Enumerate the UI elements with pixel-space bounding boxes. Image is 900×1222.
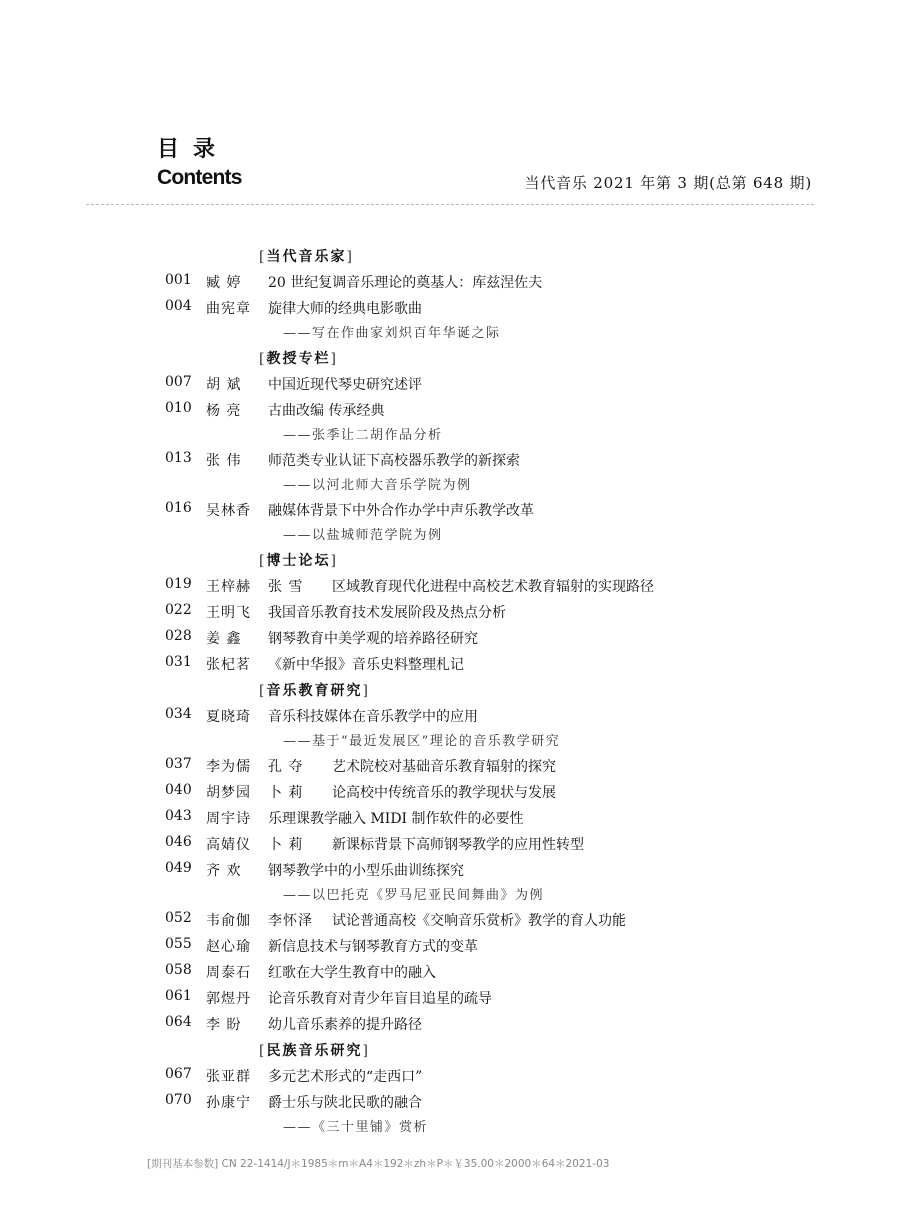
author: 杨 亮 [206,403,242,419]
article-title: 中国近现代琴史研究述评 [268,377,422,393]
toc-entry[interactable] [0,756,900,776]
toc-entry[interactable] [0,400,900,420]
article-title: 区域教育现代化进程中高校艺术教育辐射的实现路径 [332,579,654,595]
article-title: 我国音乐教育技术发展阶段及热点分析 [268,605,506,621]
author: 周泰石 [206,965,251,981]
author: 吴林香 [206,503,251,519]
section-heading: [音乐教育研究] [259,683,370,699]
author: 曲宪章 [206,301,251,317]
article-title: 20 世纪复调音乐理论的奠基人：库兹涅佐夫 [268,275,543,291]
article-title: 钢琴教育中美学观的培养路径研究 [268,631,478,647]
author: 郭煜丹 [206,991,251,1007]
toc-entry[interactable] [0,910,900,930]
co-author: 卜 莉 [268,837,304,853]
article-title: 论音乐教育对青少年盲目追星的疏导 [268,991,492,1007]
page-number: 058 [165,962,192,978]
section-heading: [民族音乐研究] [259,1043,370,1059]
article-title: 钢琴教学中的小型乐曲训练探究 [268,863,464,879]
co-author: 卜 莉 [268,785,304,801]
toc-entry[interactable] [0,450,900,470]
article-title: 古曲改编 传承经典 [268,403,385,419]
section-heading: [教授专栏] [259,351,338,367]
page-number: 067 [165,1066,192,1082]
co-author: 李怀泽 [268,913,313,929]
page-number: 034 [165,706,192,722]
toc-entry[interactable] [0,272,900,292]
toc-entry[interactable] [0,654,900,674]
section-heading: [博士论坛] [259,553,338,569]
section-label: 音乐教育研究 [266,683,363,699]
article-title: 乐理课教学融入 MIDI 制作软件的必要性 [268,811,524,827]
author: 张 伟 [206,453,242,469]
page-number: 031 [165,654,192,670]
article-title: 音乐科技媒体在音乐教学中的应用 [268,709,478,725]
section-label: 教授专栏 [266,351,331,367]
page-number: 004 [165,298,192,314]
toc-title-cn: 目录 [157,137,230,162]
page-number: 010 [165,400,192,416]
page-number: 049 [165,860,192,876]
toc-entry[interactable] [0,1066,900,1086]
journal-parameters: [期刊基本参数] CN 22-1414/J＊1985＊m＊A4＊192＊zh＊P＊￥35.00＊2000＊64＊2021-03 [147,1158,610,1170]
article-title: 幼儿音乐素养的提升路径 [268,1017,422,1033]
page-number: 016 [165,500,192,516]
author: 赵心瑜 [206,939,251,955]
toc-entry[interactable] [0,962,900,982]
page-number: 055 [165,936,192,952]
toc-entry[interactable] [0,1014,900,1034]
article-subtitle: ——以巴托克《罗马尼亚民间舞曲》为例 [283,888,545,903]
author: 张亚群 [206,1069,251,1085]
article-title: 艺术院校对基础音乐教育辐射的探究 [332,759,556,775]
page-number: 013 [165,450,192,466]
author: 臧 婷 [206,275,242,291]
article-title: 红歌在大学生教育中的融入 [268,965,436,981]
article-title: 新课标背景下高师钢琴教学的应用性转型 [332,837,584,853]
section-label: 当代音乐家 [266,249,347,265]
author: 韦俞伽 [206,913,251,929]
toc-entry[interactable] [0,500,900,520]
author: 王梓赫 [206,579,251,595]
author: 周宇诗 [206,811,251,827]
page-number: 040 [165,782,192,798]
article-subtitle: ——以河北师大音乐学院为例 [283,478,472,493]
article-title: 师范类专业认证下高校器乐教学的新探索 [268,453,520,469]
toc-entry[interactable] [0,374,900,394]
author: 齐 欢 [206,863,242,879]
toc-entry[interactable] [0,706,900,726]
author: 高婧仪 [206,837,251,853]
co-author: 孔 夺 [268,759,304,775]
author: 胡梦园 [206,785,251,801]
toc-entry[interactable] [0,808,900,828]
article-title: 试论普通高校《交响音乐赏析》教学的育人功能 [332,913,626,929]
page-number: 043 [165,808,192,824]
toc-entry[interactable] [0,936,900,956]
page-number: 001 [165,272,192,288]
page-number: 007 [165,374,192,390]
toc-entry[interactable] [0,860,900,880]
toc-entry[interactable] [0,834,900,854]
author: 胡 斌 [206,377,242,393]
author: 王明飞 [206,605,251,621]
author: 张杞茗 [206,657,251,673]
co-author: 张 雪 [268,579,304,595]
article-title: 融媒体背景下中外合作办学中声乐教学改革 [268,503,534,519]
section-label: 博士论坛 [266,553,331,569]
page-number: 070 [165,1092,192,1108]
article-title: 旋律大师的经典电影歌曲 [268,301,422,317]
toc-title-en: Contents [157,166,242,189]
author: 李 盼 [206,1017,242,1033]
article-title: 《新中华报》音乐史料整理札记 [268,657,464,673]
toc-entry[interactable] [0,782,900,802]
toc-entry[interactable] [0,988,900,1008]
author: 孙康宁 [206,1095,251,1111]
toc-entry[interactable] [0,576,900,596]
author: 李为儒 [206,759,251,775]
toc-entry[interactable] [0,602,900,622]
toc-entry[interactable] [0,1092,900,1112]
author: 姜 鑫 [206,631,242,647]
article-title: 爵士乐与陕北民歌的融合 [268,1095,422,1111]
issue-info: 当代音乐 2021 年第 3 期(总第 648 期) [524,174,812,192]
article-title: 论高校中传统音乐的教学现状与发展 [332,785,556,801]
page-number: 052 [165,910,192,926]
page-number: 019 [165,576,192,592]
article-subtitle: ——以盐城师范学院为例 [283,528,443,543]
page-number: 022 [165,602,192,618]
section-label: 民族音乐研究 [266,1043,363,1059]
article-subtitle: ——张季让二胡作品分析 [283,428,443,443]
article-subtitle: ——基于“最近发展区”理论的音乐教学研究 [283,734,561,749]
article-subtitle: ——《三十里铺》赏析 [283,1120,429,1135]
page-number: 061 [165,988,192,1004]
article-title: 多元艺术形式的“走西口” [268,1069,423,1085]
page-number: 064 [165,1014,192,1030]
article-subtitle: ——写在作曲家刘炽百年华诞之际 [283,326,501,341]
page-number: 037 [165,756,192,772]
page-number: 046 [165,834,192,850]
section-heading: [当代音乐家] [259,249,354,265]
author: 夏晓琦 [206,709,251,725]
page-number: 028 [165,628,192,644]
toc-entry[interactable] [0,628,900,648]
article-title: 新信息技术与钢琴教育方式的变革 [268,939,478,955]
toc-entry[interactable] [0,298,900,318]
